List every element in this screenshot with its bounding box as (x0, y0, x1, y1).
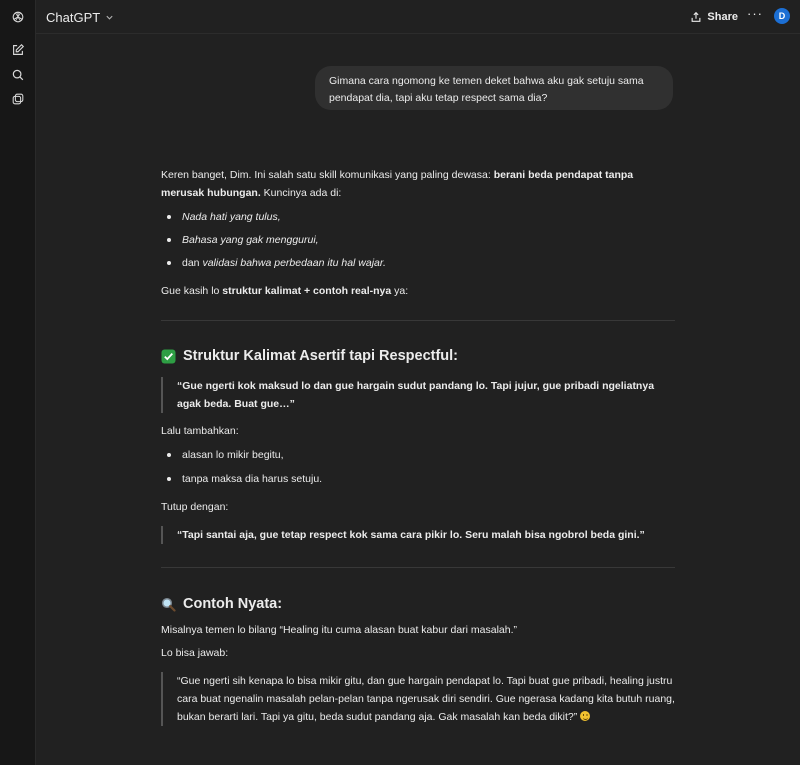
list-item: tanpa maksa dia harus setuju. (161, 470, 675, 488)
quote-block: “Tapi santai aja, gue tetap respect kok sama cara pikir lo. Seru malah bisa ngobrol beda gini.” (161, 526, 675, 544)
list-item-text: Nada hati yang tulus, (182, 211, 281, 223)
list-item-prefix: dan (182, 257, 203, 269)
section-heading-example (161, 594, 675, 614)
reasons-list (161, 446, 675, 488)
key-points-list (161, 208, 675, 272)
section-title: Struktur Kalimat Asertif tapi Respectful: (183, 348, 459, 364)
list-item-text: validasi bahwa perbedaan itu hal wajar. (202, 257, 386, 269)
close-with-text: Tutup dengan: (161, 501, 229, 513)
model-selector[interactable] (46, 8, 114, 26)
model-name: ChatGPT (46, 9, 101, 25)
lead-text-end: ya: (391, 285, 409, 297)
assistant-message (161, 166, 675, 726)
smiley-icon (580, 711, 590, 721)
user-message-bubble: Gimana cara ngomong ke temen deket bahwa aku gak setuju sama pendapat dia, tapi aku tetap respect sama dia? (315, 66, 673, 110)
example-intro: Misalnya temen lo bilang “Healing itu cuma alasan buat kabur dari masalah.” (161, 624, 518, 636)
library-icon[interactable] (8, 89, 28, 109)
list-item (161, 254, 675, 272)
section-heading-structure (161, 346, 675, 366)
share-label: Share (707, 11, 738, 23)
intro-bold-text: berani beda pendapat tanpa merusak hubungan. (161, 169, 634, 199)
intro-text: Keren banget, Dim. Ini salah satu skill komunikasi yang paling dewasa: (161, 169, 494, 181)
new-chat-icon[interactable] (8, 40, 28, 60)
section-title: Contoh Nyata: (183, 596, 283, 612)
section-divider (161, 567, 675, 568)
quote-block: “Gue ngerti kok maksud lo dan gue hargain sudut pandang lo. Tapi jujur, gue pribadi ngeliatnya agak beda. Buat gue…” (161, 377, 675, 413)
you-can-answer-text: Lo bisa jawab: (161, 647, 229, 659)
more-options-button[interactable]: ··· (747, 6, 763, 21)
sidebar-rail (0, 0, 36, 765)
intro-text-end: Kuncinya ada di: (260, 187, 342, 199)
list-item-text: Bahasa yang gak menggurui, (182, 234, 319, 246)
magnifier-icon (161, 597, 176, 612)
lead-text: Gue kasih lo (161, 285, 223, 297)
avatar[interactable]: D (774, 8, 790, 24)
top-bar (36, 0, 800, 34)
list-item (161, 208, 675, 226)
check-mark-icon (161, 349, 176, 364)
openai-logo-icon[interactable] (8, 7, 28, 27)
chevron-down-icon (105, 13, 114, 22)
answer-lead (161, 282, 675, 300)
search-icon[interactable] (8, 65, 28, 85)
list-item: alasan lo mikir begitu, (161, 446, 675, 464)
share-button[interactable] (690, 7, 738, 27)
lead-bold-text: struktur kalimat + contoh real-nya (222, 285, 392, 297)
answer-intro (161, 166, 675, 202)
list-item (161, 231, 675, 249)
quote-block (161, 672, 675, 726)
then-add-text: Lalu tambahkan: (161, 425, 239, 437)
share-icon (690, 11, 702, 23)
section-divider (161, 320, 675, 321)
quote-text: “Gue ngerti sih kenapa lo bisa mikir gitu, dan gue hargain pendapat lo. Tapi buat gue pribadi, healing justru cara buat ngenalin masalah pelan-pelan tanpa ngerusak diri sendiri. Gue ngerasa kadang kita butuh ruang, bukan berarti lari. Tapi ya gitu, beda sudut pandang aja. Gak masalah kan beda dikit?” (177, 675, 675, 723)
